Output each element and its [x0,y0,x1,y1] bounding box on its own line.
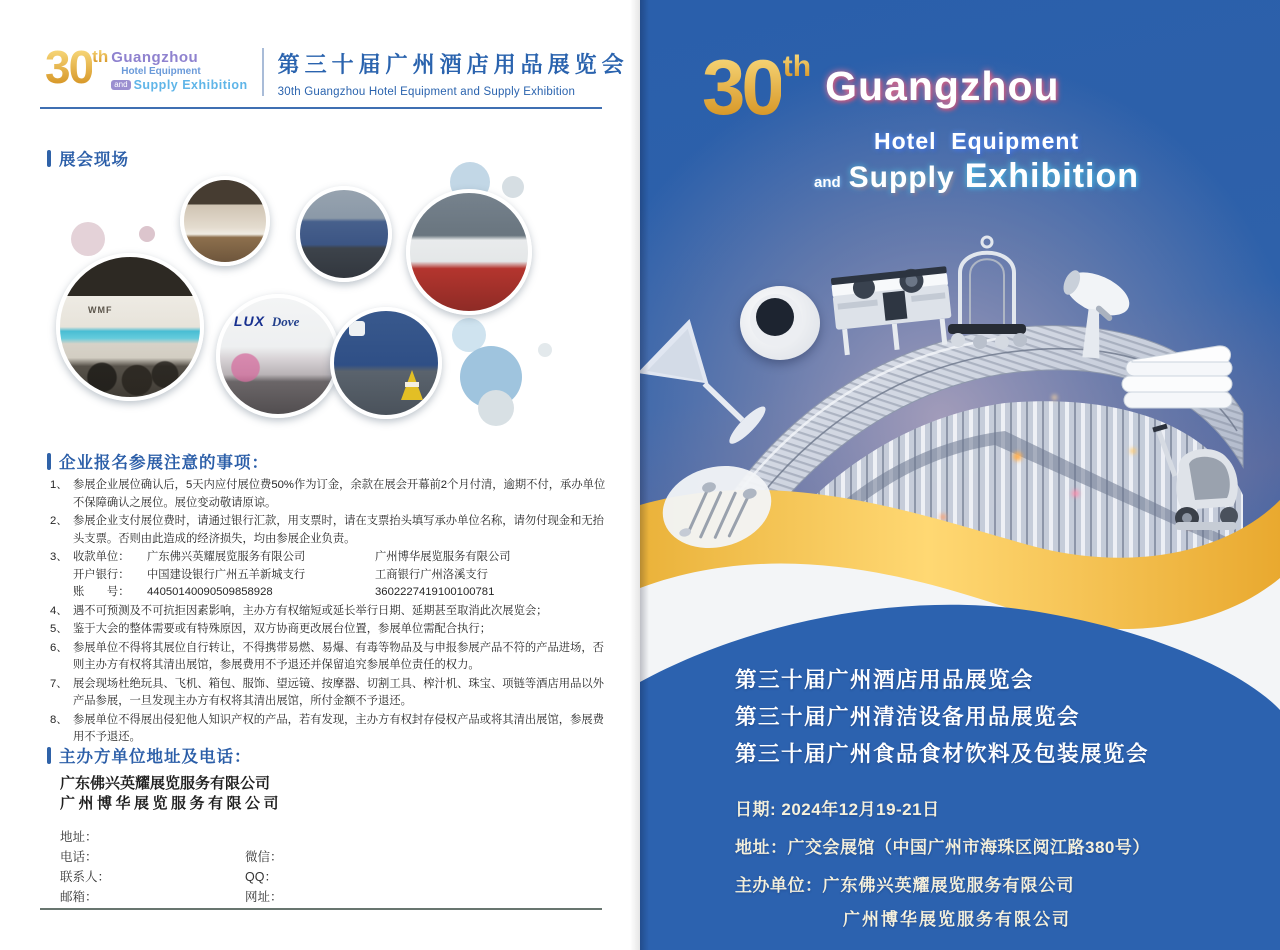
cover-organizer-2: 广州博华展览服务有限公司 [843,909,1071,929]
phone-label: 电话： [60,850,98,864]
address-line: 地址：广交会展馆（中国广州市海珠区阅江路380号） [735,837,1150,857]
bank-1: 中国建设银行广州五羊新城支行 [147,568,306,581]
photo-luxdove-booth [216,294,340,418]
decorative-circle [538,343,552,357]
note-text: 参展企业支付展位费时，请通过银行汇款，用支票时，请在支票抬头填写承办单位名称，请勿付现金和无抬头支票。否则由此造成的经济损失，均由参展企业负责。 [73,515,604,545]
logo-30: 30 [45,41,93,93]
dispenser-shape [349,321,366,336]
decorative-circle [139,226,155,242]
note-item-bank [50,549,610,602]
decorative-circle [502,176,524,198]
photo-crowd-booth [56,253,204,401]
photo-exhibition-hall [406,189,532,315]
organizer-line [735,871,1150,896]
note-number: 6、 [50,641,68,654]
contact-person-label: 联系人： [60,870,111,884]
logo-th: th [92,47,109,66]
form-row [60,887,520,907]
note-item [50,621,610,639]
page-title-cn: 第三十届广州酒店用品展览会 [277,52,629,77]
note-text: 参展企业展位确认后，5天内应付展位费50%作为订金，余款在展会开幕前2个月付清，逾期不付，承办单位不保障确认之展位。展位变动敬请原谅。 [73,479,606,509]
qq-label: QQ： [245,870,277,884]
wmf-logo-label: WMF [88,304,113,315]
bank-label: 开户银行： [73,568,130,581]
logo-word-guangzhou: Guangzhou [111,49,199,66]
logo-word-hotel-equipment: Hotel Equipment [121,66,201,77]
note-text: 参展单位不得将其展位自行转让，不得携带易燃、易爆、有毒等物品及与申报参展产品不符的产品进场，否则主办方有权将其清出展馆，参展费用不予退还并保留追究参展单位责任的权力。 [73,641,604,671]
cover-logo-and: and [814,174,841,191]
page-title-en: 30th Guangzhou Hotel Equipment and Supply Exhibition [277,86,576,98]
floor-scrubber-icon [1145,418,1253,538]
bank-rows [73,549,610,602]
section-notes-heading [47,449,269,473]
title-block [278,48,629,98]
payee-2: 广州博华展览服务有限公司 [375,551,511,563]
note-text: 遇不可预测及不可抗拒因素影响，主办方有权缩短或延长举行日期、延期甚至取消此次展览会； [73,604,548,617]
exhibition-title-2: 第三十届广州清洁设备用品展览会 [735,704,1081,729]
exhibition-title-3: 第三十届广州食品食材饮料及包装展览会 [735,741,1150,766]
right-page-cover [640,0,1280,950]
wechat-label: 微信： [245,850,283,864]
note-item [50,477,610,512]
photo-demo-visitors [330,307,442,419]
note-item [50,513,610,548]
photo-tableware-booth [180,176,270,266]
email-label: 邮箱： [60,890,98,904]
decorative-circle [478,390,514,426]
section-scene-heading [47,146,129,170]
logo-word-supply-exhibition: Supply Exhibition [133,78,248,92]
section-bar [47,453,51,470]
coffee-cup-icon [740,286,820,360]
form-row [60,827,520,847]
note-number: 8、 [50,713,68,726]
date-line: 日期: 2024年12月19-21日 [735,799,940,819]
note-item [50,603,610,621]
bank-2: 工商银行广州洛溪支行 [375,568,488,581]
organizer-names [60,774,282,815]
cover-logo-th: th [782,50,812,83]
section-bar [47,747,51,764]
bank-row [73,584,610,602]
cover-logo-guangzhou: Guangzhou [825,63,1060,109]
cover-logo-exhibition: Exhibition [964,157,1140,195]
towels-icon [1118,340,1238,414]
note-number: 5、 [50,623,68,635]
bank-label: 账 号： [73,586,130,598]
contact-form [60,827,520,907]
cover-text-block [735,662,1150,930]
bank-row [73,549,610,567]
dove-text: Dove [271,314,300,330]
note-number: 7、 [50,677,68,690]
organizer-label: 主办单位： [735,875,823,895]
section-bar [47,150,51,167]
note-item [50,640,610,675]
section-notes-title: 企业报名参展注意的事项： [59,454,269,472]
logo-word-and: and [111,80,130,90]
section-organizer-heading [47,743,252,767]
section-scene-title: 展会现场 [59,151,129,169]
exhibition-title-1: 第三十届广州酒店用品展览会 [735,668,1035,692]
address-label: 地址： [60,830,98,844]
sparkle [1052,395,1057,400]
section-organizer-title: 主办方单位地址及电话： [59,748,252,766]
note-text: 鉴于大会的整体需要或有特殊原因，双方协商更改展台位置，参展单位需配合执行； [73,623,491,635]
note-number: 4、 [50,604,68,617]
note-text: 展会现场杜绝玩具、飞机、箱包、服饰、望远镜、按摩器、切割工具、榨汁机、珠宝、项链等酒店用品以外产品参展，一旦发现主办方有权将其清出展馆，所付金额不予退还。 [73,677,604,707]
cover-logo-hotel-equipment: Hotel Equipment [874,128,1080,154]
bottom-rule [40,908,602,910]
cover-logo [702,43,1140,195]
note-number: 3、 [50,551,68,563]
payee-1: 广东佛兴英耀展览服务有限公司 [147,551,306,563]
decorative-circle [71,222,105,256]
notes-list [50,477,610,748]
logo-divider [262,48,264,96]
photo-machinery-booth [296,186,392,282]
website-label: 网址： [245,890,283,904]
bank-row [73,567,610,585]
note-number: 2、 [50,515,68,527]
note-text: 参展单位不得展出侵犯他人知识产权的产品，若有发现，主办方有权封存侵权产品或将其清出展馆，参展费用不予退还。 [73,713,604,743]
cover-logo-supply: Supply [848,161,955,194]
organizer-2: 广州博华展览服务有限公司 [60,795,283,813]
organizer-1: 广东佛兴英耀展览服务有限公司 [60,775,271,792]
note-item [50,676,610,711]
note-item [50,712,610,747]
luggage-cart-icon [940,228,1034,352]
cover-logo-30: 30 [702,43,781,131]
account-number-1: 44050140090509858928 [147,586,273,598]
header-rule [40,107,602,109]
caution-cone-shape [401,370,423,400]
form-row [60,867,520,887]
cover-organizer-1: 广东佛兴英耀展览服务有限公司 [822,875,1075,895]
left-header [45,41,629,98]
logo-words [111,50,247,92]
bank-label: 收款单位： [73,551,130,563]
lux-dove-label [234,313,299,331]
form-row [60,847,520,867]
exhibition-logo [45,41,248,93]
note-number: 1、 [50,479,68,491]
lux-text: LUX [233,313,265,330]
account-number-2: 3602227419100100781 [375,586,495,598]
